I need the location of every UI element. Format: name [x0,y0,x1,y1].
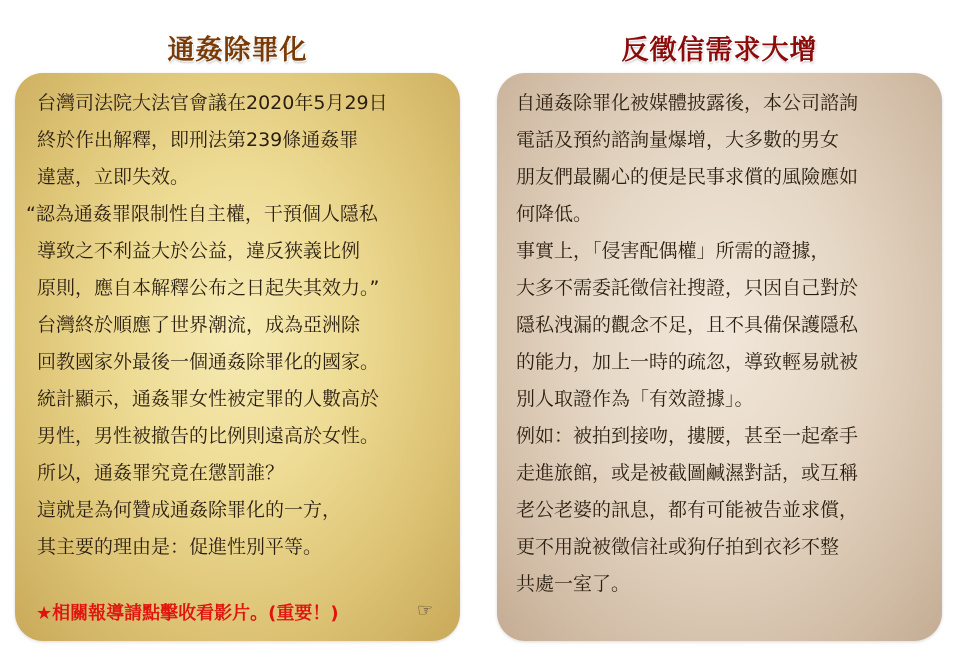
right-text-line: 事實上，「侵害配偶權」所需的證據， [516,240,830,262]
right-text-line: 自通姦除罪化被媒體披露後，本公司諮詢 [516,92,859,114]
right-text-line: 何降低。 [516,203,593,225]
left-text-line: 統計顯示，通姦罪女性被定罪的人數高於 [37,388,380,410]
left-text-line: 所以，通姦罪究竟在懲罰誰？ [37,462,285,484]
right-heading: 反徵信需求大增 [621,35,818,66]
left-text-line: 終於作出解釋，即刑法第239條通姦罪 [37,129,359,151]
right-text-line: 例如：被拍到接吻，摟腰，甚至一起牽手 [516,425,859,447]
right-text-line: 走進旅館，或是被截圖鹹濕對話，或互稱 [516,462,859,484]
left-text-line: 男性，男性被撤告的比例則遠高於女性。 [37,425,380,447]
video-link[interactable]: ★相關報導請點擊收看影片。(重要！) [36,603,339,624]
left-panel [15,73,460,641]
left-heading: 通姦除罪化 [167,35,308,66]
right-text-line: 隱私洩漏的觀念不足，且不具備保護隱私 [516,314,859,336]
left-text-line: 回教國家外最後一個通姦除罪化的國家。 [37,351,380,373]
left-text-line: 其主要的理由是：促進性別平等。 [37,536,323,558]
left-text-line: 這就是為何贊成通姦除罪化的一方， [37,499,342,521]
left-text-line: “認為通姦罪限制性自主權，干預個人隱私 [26,203,378,225]
right-panel [497,73,942,641]
left-text-line: 台灣司法院大法官會議在2020年5月29日 [37,92,388,114]
right-text-line: 的能力，加上一時的疏忽，導致輕易就被 [516,351,859,373]
left-text-line: 台灣終於順應了世界潮流，成為亞洲除 [37,314,361,336]
right-text-line: 朋友們最關心的便是民事求償的風險應如 [516,166,859,188]
right-text-line: 老公老婆的訊息，都有可能被告並求償， [516,499,859,521]
hand-pointing-right-icon[interactable]: ☞ [417,600,434,621]
right-text-line: 別人取證作為「有效證據」。 [516,388,754,410]
right-text-line: 更不用說被徵信社或狗仔拍到衣衫不整 [516,536,840,558]
left-text-line: 導致之不利益大於公益，違反狹義比例 [37,240,361,262]
right-text-line: 大多不需委託徵信社搜證，只因自己對於 [516,277,859,299]
left-text-line: 原則，應自本解釋公布之日起失其效力。” [37,277,380,299]
left-text-line: 違憲，立即失效。 [37,166,190,188]
right-text-line: 電話及預約諮詢量爆增，大多數的男女 [516,129,840,151]
right-text-line: 共處一室了。 [516,573,631,595]
